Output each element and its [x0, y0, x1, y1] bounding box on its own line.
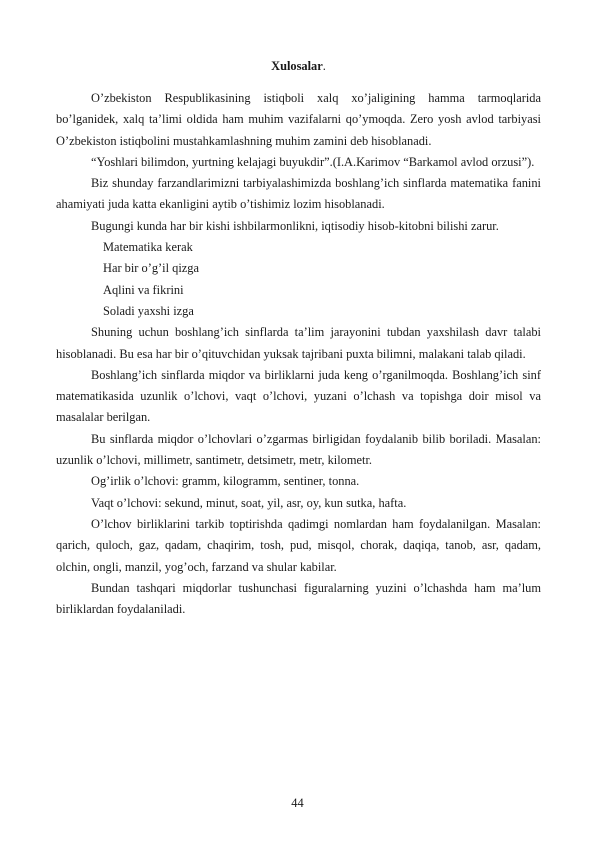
paragraph-today: Bugungi kunda har bir kishi ishbilarmonlikni, iqtisodiy hisob-kitobni bilishi zarur.	[91, 218, 499, 233]
paragraph-quote: “Yoshlari bilimdon, yurtning kelajagi buyukdir”.(I.A.Karimov “Barkamol avlod orzusi”).	[91, 154, 535, 169]
paragraph-units-studied: Boshlang’ich sinflarda miqdor va birliklarni juda keng o’rganilmoqda. Boshlang’ich sinf matematikasida uzunlik o’lchovi, vaqt o’lchovi, yuzani o’lchash va topishga doir misol va masalalar berilgan.	[56, 367, 541, 425]
page-title	[56, 54, 541, 78]
verse-line: Matematika kerak	[103, 240, 193, 255]
paragraph-length-units: Bu sinflarda miqdor o’lchovlari o’zgarmas birligidan foydalanib bilib boriladi. Masalan: uzunlik o’lchovi, millimetr, santimetr, detsimetr, metr, kilometr.	[56, 431, 541, 468]
paragraph-ancient-units: O’lchov birliklarini tarkib toptirishda qadimgi nomlardan ham foydalanilgan. Masalan: qarich, quloch, gaz, qadam, chaqirim, tosh, pud, misqol, chorak, daqiqa, tanob, asr, qadam, olchin, ongli, manzil, yog’och, farzand va shular kabilar.	[56, 516, 541, 574]
paragraph-time-units: Vaqt o’lchovi: sekund, minut, soat, yil, asr, oy, kun sutka, hafta.	[91, 495, 407, 510]
paragraph-mathematics-importance: Biz shunday farzandlarimizni tarbiyalashimizda boshlang’ich sinflarda matematika fanini ahamiyati juda katta ekanligini aytib o’tishimiz lozim hisoblanadi.	[56, 176, 541, 212]
paragraph-intro: O’zbekiston Respublikasining istiqboli xalq xo’jaligining hamma tarmoqlarida bo’lganidek, xalq ta’limi oldida ham muhim vazifalarni qo’ymoqda. Zero yosh avlod tarbiyasi O’zbekiston istiqbolini mustahkamlashning muhim zamini deb hisoblanadi.	[56, 91, 541, 148]
verse-line: Aqlini va fikrini	[103, 282, 184, 297]
document-page	[56, 54, 541, 620]
page-number: 44	[291, 796, 304, 810]
paragraph-weight-units: Og’irlik o’lchovi: gramm, kilogramm, sentiner, tonna.	[91, 474, 360, 489]
paragraph-improvement: Shuning uchun boshlang’ich sinflarda ta’lim jarayonini tubdan yaxshilash davr talabi hisoblanadi. Bu esa har bir o’qituvchidan yuksak tajribani puxta bilimni, malakani talab qiladi.	[56, 325, 541, 361]
title-text: Xulosalar	[271, 59, 323, 73]
verse-block	[56, 237, 541, 322]
verse-line: Har bir o’g’il qizga	[103, 261, 199, 276]
paragraph-area-units: Bundan tashqari miqdorlar tushunchasi figuralarning yuzini o’lchashda ham ma’lum birliklardan foydalaniladi.	[56, 580, 541, 617]
verse-line: Soladi yaxshi izga	[103, 303, 194, 318]
title-suffix: .	[322, 59, 326, 73]
